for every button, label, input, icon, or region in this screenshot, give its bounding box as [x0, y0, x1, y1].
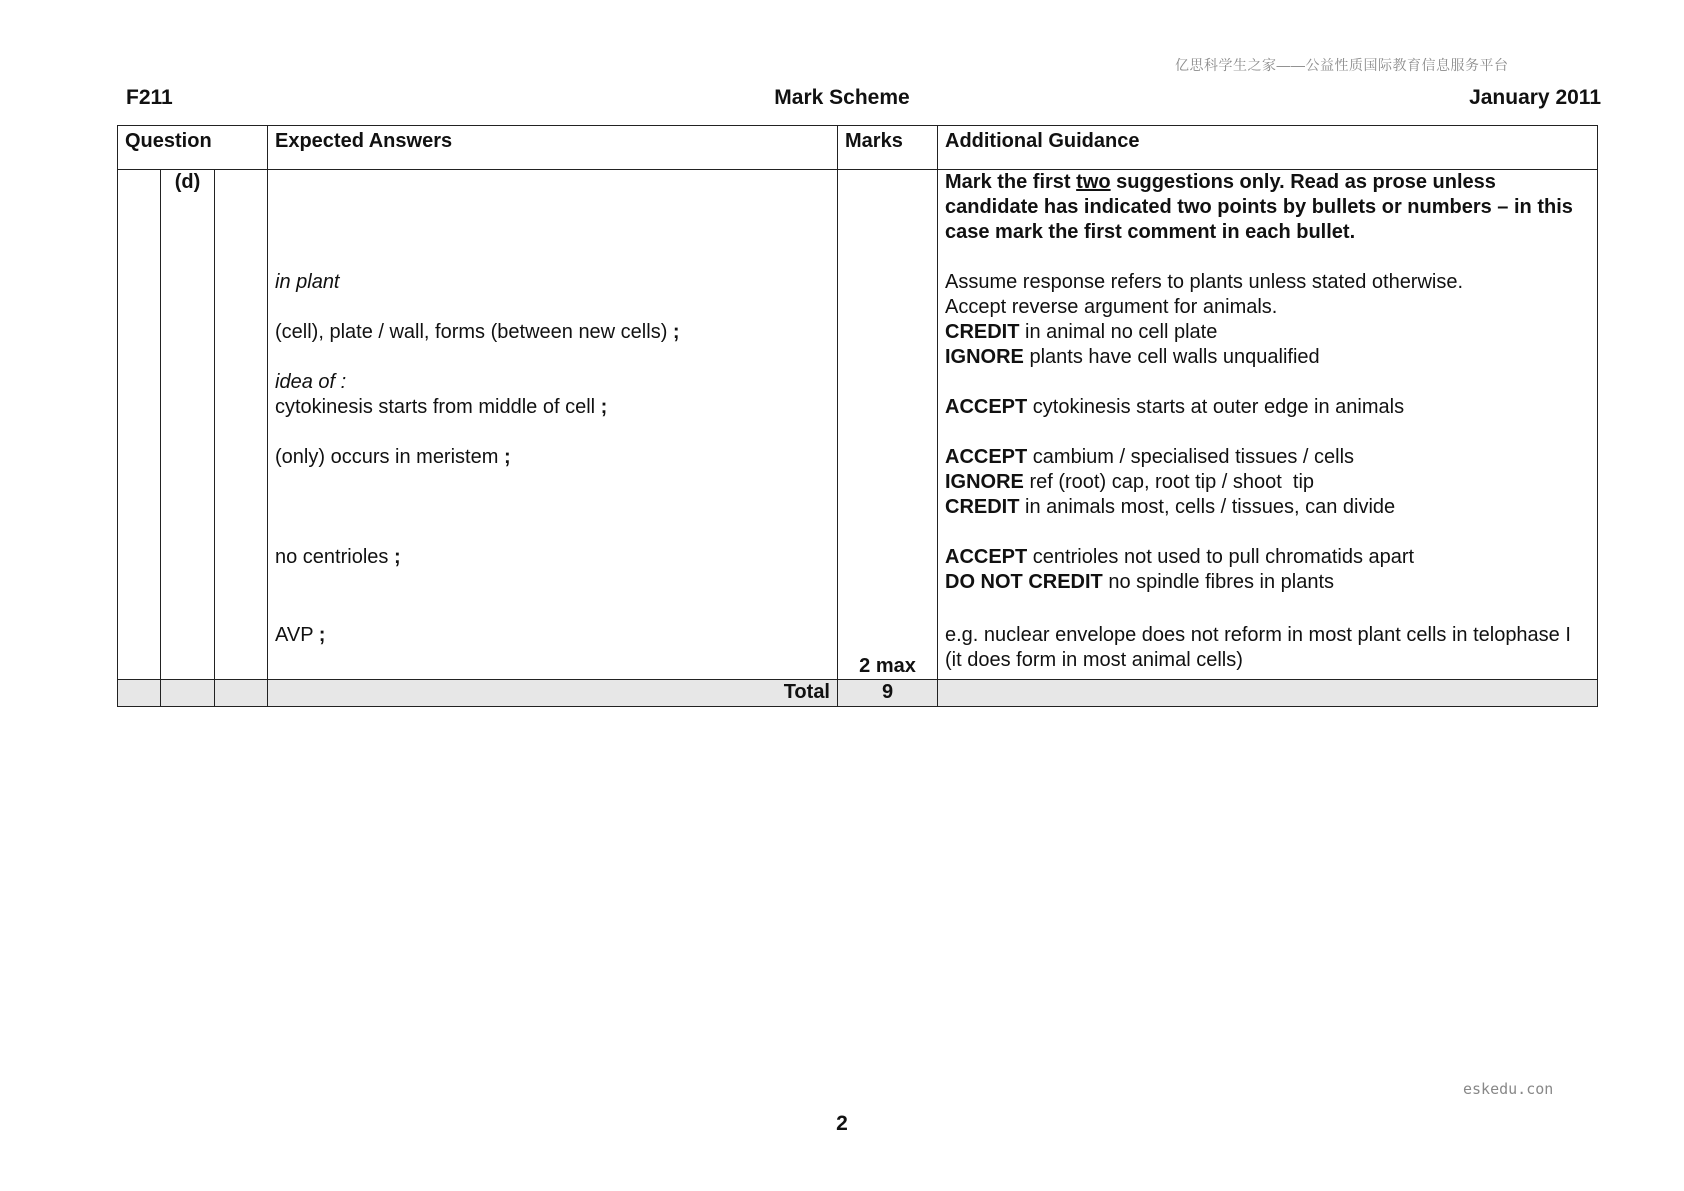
- guidance-intro: Mark the first two suggestions only. Read as prose unless candidate has indicated two points by bullets or numbers – in this case mark the first comment in each bullet.: [945, 171, 1579, 243]
- question-number-cell: [118, 170, 161, 680]
- expected-answers-cell: [268, 170, 838, 680]
- guidance-line: e.g. nuclear envelope does not reform in most plant cells in telophase I (it does form in most animal cells): [945, 624, 1577, 671]
- guidance-line: Assume response refers to plants unless stated otherwise.: [945, 271, 1464, 293]
- total-value: 9: [838, 680, 938, 707]
- guidance-cell: [938, 170, 1598, 680]
- answer-separator: ;: [318, 624, 326, 646]
- answer-point: (cell), plate / wall, forms (between new cells) ;: [275, 321, 680, 343]
- marks-column-header: Marks: [838, 126, 938, 170]
- total-empty-cell: [118, 680, 161, 707]
- guidance-line: Accept reverse argument for animals.: [945, 296, 1278, 318]
- guidance-line: ACCEPT centrioles not used to pull chromatids apart: [945, 546, 1415, 568]
- page-number: 2: [836, 1112, 848, 1135]
- watermark-bottom: eskedu.con: [1463, 1080, 1554, 1098]
- total-empty-cell: [938, 680, 1598, 707]
- total-label: Total: [268, 680, 838, 707]
- paper-code: F211: [126, 86, 173, 109]
- question-subpart-cell: [215, 170, 268, 680]
- exam-date: January 2011: [1469, 86, 1601, 109]
- marks-max: 2 max: [859, 655, 916, 677]
- guidance-line: IGNORE plants have cell walls unqualified: [945, 346, 1320, 368]
- answer-separator: ;: [503, 446, 511, 468]
- answer-point: cytokinesis starts from middle of cell ;: [275, 396, 608, 418]
- page-title: Mark Scheme: [774, 86, 910, 109]
- question-column-header: Question: [118, 126, 268, 170]
- guidance-line: ACCEPT cytokinesis starts at outer edge in animals: [945, 396, 1405, 418]
- total-row: [118, 680, 1598, 707]
- watermark-top: 亿思科学生之家——公益性质国际教育信息服务平台: [1175, 57, 1509, 73]
- answer-point: (only) occurs in meristem ;: [275, 446, 511, 468]
- mark-scheme-table: [117, 125, 1598, 707]
- guidance-line: CREDIT in animal no cell plate: [945, 321, 1218, 343]
- marks-cell: [838, 170, 938, 680]
- guidance-line: CREDIT in animals most, cells / tissues, can divide: [945, 496, 1396, 518]
- guidance-line: IGNORE ref (root) cap, root tip / shoot tip: [945, 471, 1315, 493]
- answer-point: no centrioles ;: [275, 546, 401, 568]
- answers-column-header: Expected Answers: [268, 126, 838, 170]
- table-row: [118, 170, 1598, 680]
- table-header-row: [118, 126, 1598, 170]
- guidance-column-header: Additional Guidance: [938, 126, 1598, 170]
- total-empty-cell: [161, 680, 215, 707]
- answer-context: idea of :: [275, 371, 347, 393]
- question-part: (d): [161, 170, 215, 680]
- guidance-line: ACCEPT cambium / specialised tissues / cells: [945, 446, 1355, 468]
- answer-separator: ;: [672, 321, 680, 343]
- answer-separator: ;: [600, 396, 608, 418]
- answer-context: in plant: [275, 271, 340, 293]
- answer-separator: ;: [393, 546, 401, 568]
- guidance-line: DO NOT CREDIT no spindle fibres in plants: [945, 571, 1335, 593]
- total-empty-cell: [215, 680, 268, 707]
- answer-point: AVP ;: [275, 624, 326, 646]
